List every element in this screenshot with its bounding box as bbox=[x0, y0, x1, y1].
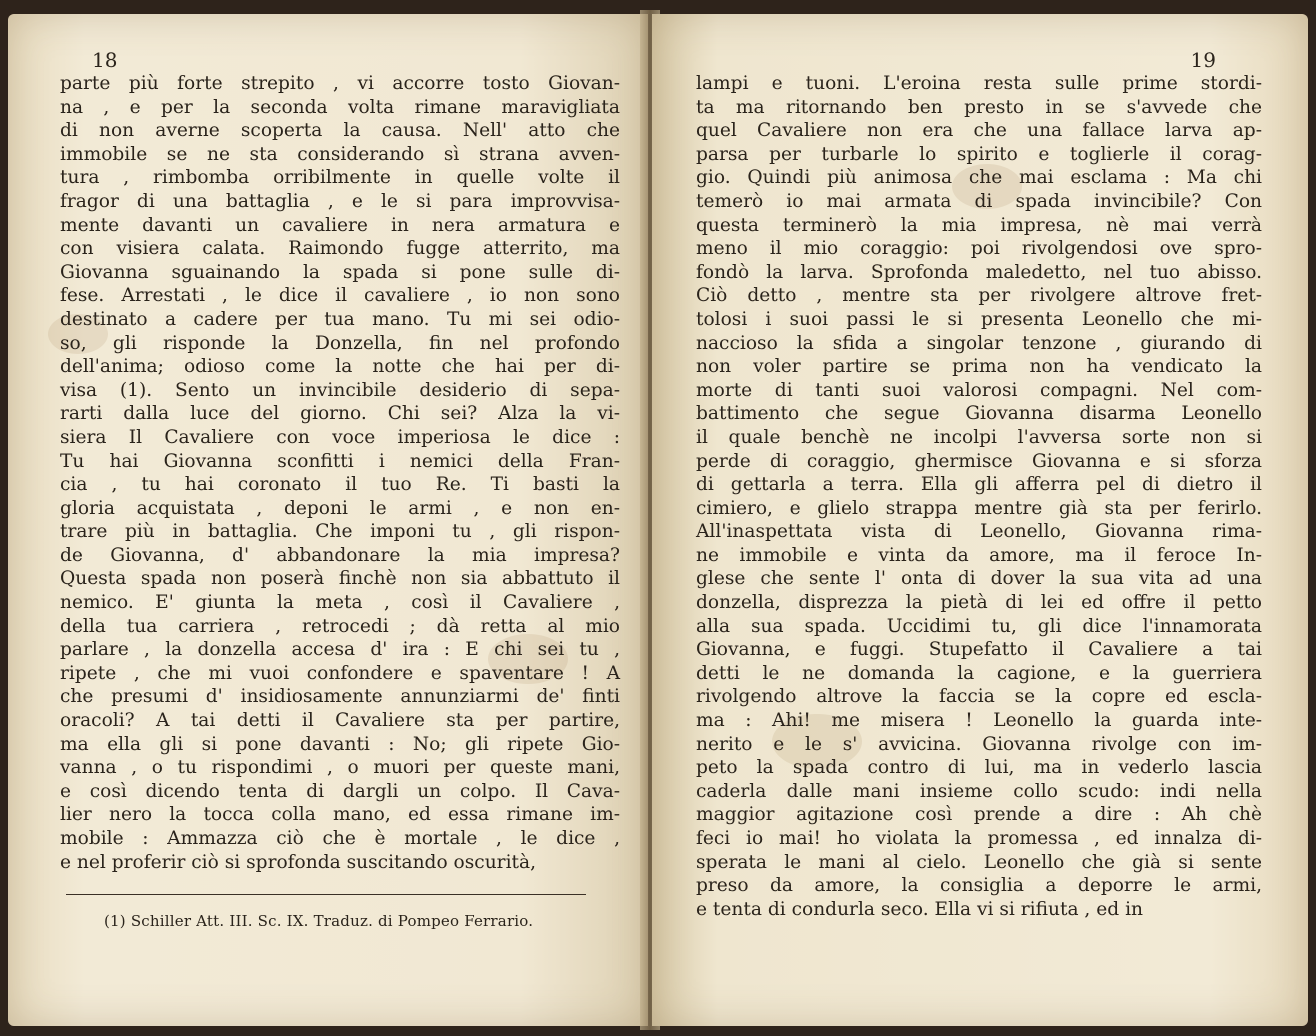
text-line: ne immobile e vinta da amore, ma il feroce In- bbox=[696, 544, 1262, 566]
text-line: alla sua spada. Uccidimi tu, gli dice l'innamorata bbox=[696, 615, 1262, 637]
text-line: rarti dalla luce del giorno. Chi sei? Alza la vi- bbox=[60, 403, 620, 425]
text-line: fragor di una battaglia , e le si para improvvisa- bbox=[60, 190, 620, 212]
text-line: tolosi i suoi passi le si presenta Leonello che mi- bbox=[696, 308, 1262, 330]
text-line: oracoli? A tai detti il Cavaliere sta per partire, bbox=[60, 710, 620, 732]
text-line: detti le ne domanda la cagione, e la guerriera bbox=[696, 662, 1262, 684]
text-line: lier nero la tocca colla mano, ed essa rimane im- bbox=[60, 804, 620, 826]
text-line: rivolgendo altrove la faccia se la copre ed escla- bbox=[696, 686, 1262, 708]
text-line: siera Il Cavaliere con voce imperiosa le dice : bbox=[60, 426, 620, 448]
text-line: glese che sente l' onta di dover la sua vita ad una bbox=[696, 568, 1262, 590]
text-line: naccioso la sfida a singolar tenzone , giurando di bbox=[696, 332, 1262, 354]
left-page-text bbox=[60, 72, 620, 874]
text-line: ripete , che mi vuoi confondere e spaventare ! A bbox=[60, 662, 620, 684]
text-line: caderla dalle mani insieme collo scudo: indi nella bbox=[696, 780, 1262, 802]
text-line: con visiera calata. Raimondo fugge atterrito, ma bbox=[60, 238, 620, 260]
text-line: della tua carriera , retrocedi ; dà retta al mio bbox=[60, 615, 620, 637]
text-line: che presumi d' insidiosamente annunziarmi de' finti bbox=[60, 686, 620, 708]
text-line: lampi e tuoni. L'eroina resta sulle prime stordi- bbox=[696, 73, 1262, 94]
right-page bbox=[652, 14, 1308, 1026]
text-line: immobile se ne sta considerando sì strana avven- bbox=[60, 143, 620, 165]
text-line: parlare , la donzella accesa d' ira : E chi sei tu , bbox=[60, 639, 620, 661]
text-line: sperata le mani al cielo. Leonello che già si sente bbox=[696, 851, 1262, 873]
text-line: mente davanti un cavaliere in nera armatura e bbox=[60, 214, 620, 236]
text-line: Questa spada non poserà finchè non sia abbattuto il bbox=[60, 568, 620, 590]
text-line: Giovanna sguainando la spada si pone sulle di- bbox=[60, 261, 620, 283]
text-line: na , e per la seconda volta rimane maravigliata bbox=[60, 96, 620, 118]
text-line: ta ma ritornando ben presto in se s'avvede che bbox=[696, 96, 1262, 118]
text-line: questa terminerò la mia impresa, nè mai verrà bbox=[696, 214, 1262, 236]
text-line: preso da amore, la consiglia a deporre le armi, bbox=[696, 875, 1262, 897]
text-line: ma : Ahi! me misera ! Leonello la guarda inte- bbox=[696, 710, 1262, 732]
text-line: visa (1). Sento un invincibile desiderio di sepa- bbox=[60, 379, 620, 401]
text-line: tura , rimbomba orribilmente in quelle volte il bbox=[60, 167, 620, 189]
text-line: All'inaspettata vista di Leonello, Giovanna rima- bbox=[696, 521, 1262, 543]
text-line: mobile : Ammazza ciò che è mortale , le dice , bbox=[60, 828, 620, 849]
text-line: nemico. E' giunta la meta , così il Cavaliere , bbox=[60, 592, 620, 614]
text-line: gloria acquistata , deponi le armi , e non en- bbox=[60, 497, 620, 519]
text-line: Tu hai Giovanna sconfitti i nemici della Fran- bbox=[60, 450, 620, 472]
text-line: non voler partire se prima non ha vendicato la bbox=[696, 356, 1262, 378]
text-line: battimento che segue Giovanna disarma Leonello bbox=[696, 403, 1262, 425]
text-line: donzella, disprezza la pietà di lei ed offre il petto bbox=[696, 592, 1262, 614]
text-line: trare più in battaglia. Che imponi tu , gli rispon- bbox=[60, 521, 620, 543]
footnote-rule bbox=[66, 894, 586, 895]
text-line: vanna , o tu rispondimi , o muori per queste mani, bbox=[60, 757, 620, 779]
text-line: e così dicendo tenta di dargli un colpo. Il Cava- bbox=[60, 780, 620, 802]
text-line: so, gli risponde la Donzella, fin nel profondo bbox=[60, 332, 620, 354]
text-line: parsa per turbarle lo spirito e toglierle il corag- bbox=[696, 143, 1262, 165]
text-line: fondò la larva. Sprofonda maledetto, nel tuo abisso. bbox=[696, 261, 1262, 283]
page-number-right: 19 bbox=[1190, 48, 1216, 72]
text-line: feci io mai! ho violata la promessa , ed innalza di- bbox=[696, 828, 1262, 849]
text-line: di non averne scoperta la causa. Nell' atto che bbox=[60, 120, 620, 142]
text-line: Ciò detto , mentre sta per rivolgere altrove fret- bbox=[696, 285, 1262, 307]
text-line: gio. Quindi più animosa che mai esclama : Ma chi bbox=[696, 167, 1262, 189]
text-line: ma ella gli si pone davanti : No; gli ripete Gio- bbox=[60, 733, 620, 755]
text-line: temerò io mai armata di spada invincibile? Con bbox=[696, 190, 1262, 212]
text-line: cimiero, e glielo strappa mentre già sta per ferirlo. bbox=[696, 497, 1262, 519]
text-line: morte di tanti suoi valorosi compagni. Nel com- bbox=[696, 379, 1262, 401]
text-line: peto la spada contro di lui, ma in vederlo lascia bbox=[696, 757, 1262, 779]
footnote: (1) Schiller Att. III. Sc. IX. Traduz. di Pompeo Ferrario. bbox=[104, 912, 534, 930]
text-line: cia , tu hai coronato il tuo Re. Ti basti la bbox=[60, 474, 620, 496]
text-line: Giovanna, e fuggi. Stupefatto il Cavaliere a tai bbox=[696, 639, 1262, 661]
text-line: il quale benchè ne incolpi l'avversa sorte non si bbox=[696, 426, 1262, 448]
text-line: dell'anima; odioso come la notte che hai per di- bbox=[60, 356, 620, 378]
right-page-text bbox=[696, 72, 1262, 921]
text-line: maggior agitazione così prende a dire : Ah chè bbox=[696, 804, 1262, 826]
text-line: e tenta di condurla seco. Ella vi si rifiuta , ed in bbox=[696, 898, 1143, 920]
text-line: di gettarla a terra. Ella gli afferra pel di dietro il bbox=[696, 474, 1262, 496]
text-line: destinato a cadere per tua mano. Tu mi sei odio- bbox=[60, 308, 620, 330]
text-line: de Giovanna, d' abbandonare la mia impresa? bbox=[60, 544, 620, 566]
text-line: meno il mio coraggio: poi rivolgendosi ove spro- bbox=[696, 238, 1262, 260]
text-line: parte più forte strepito , vi accorre tosto Giovan- bbox=[60, 73, 620, 94]
page-number-left: 18 bbox=[92, 48, 118, 72]
text-line: quel Cavaliere non era che una fallace larva ap- bbox=[696, 120, 1262, 142]
text-line: e nel proferir ciò si sprofonda suscitando oscurità, bbox=[60, 851, 536, 873]
text-line: fese. Arrestati , le dice il cavaliere , io non sono bbox=[60, 285, 620, 307]
text-line: nerito e le s' avvicina. Giovanna rivolge con im- bbox=[696, 733, 1262, 755]
text-line: perde di coraggio, ghermisce Giovanna e si sforza bbox=[696, 450, 1262, 472]
left-page bbox=[8, 14, 648, 1026]
